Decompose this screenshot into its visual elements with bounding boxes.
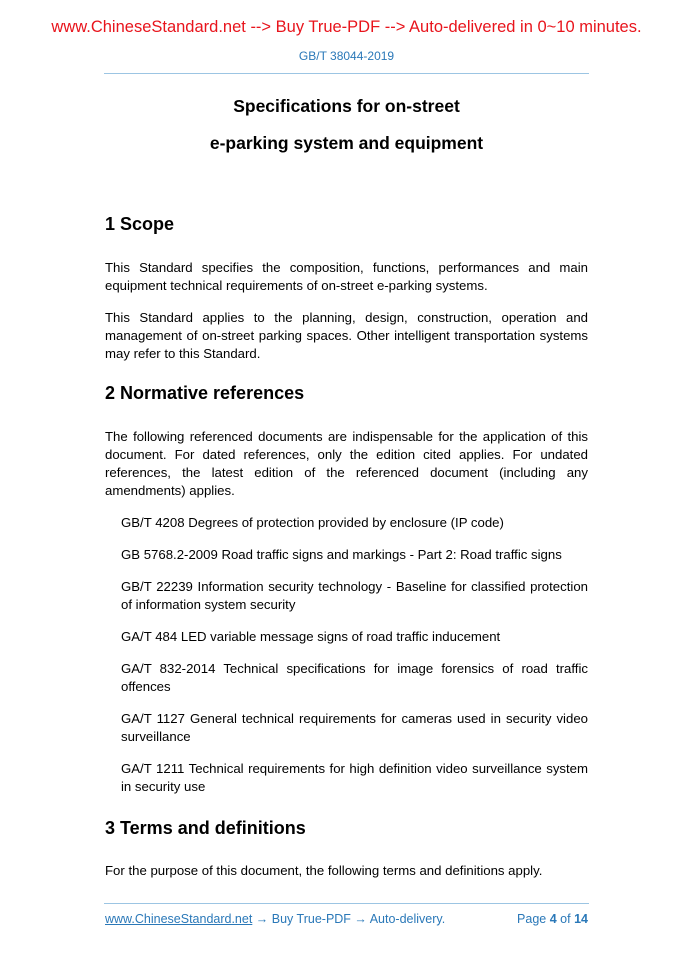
top-banner[interactable]: www.ChineseStandard.net --> Buy True-PDF --> Auto-delivered in 0~10 minutes.	[51, 18, 642, 36]
reference-item: GA/T 832-2014 Technical specifications for image forensics of road traffic offences	[121, 661, 588, 694]
normative-references-intro: The following referenced documents are indispensable for the application of this document. For dated references, only the edition cited applies. For undated references, the latest edition of the referenced document (including any amendments) applies.	[105, 429, 588, 498]
footer	[105, 912, 588, 926]
page-label: Page	[517, 912, 547, 926]
section-heading-normative-references: 2 Normative references	[105, 383, 305, 403]
document-title-line-1: Specifications for on-street	[233, 96, 460, 116]
terms-definitions-paragraph: For the purpose of this document, the following terms and definitions apply.	[105, 863, 543, 878]
footer-site-link[interactable]: www.ChineseStandard.net	[105, 912, 253, 926]
scope-paragraph-2: This Standard applies to the planning, design, construction, operation and management of on-street parking spaces. Other intelligent transportation systems may refer to this Standard.	[105, 310, 588, 361]
section-heading-scope: 1 Scope	[105, 214, 175, 234]
reference-item: GA/T 1127 General technical requirements for cameras used in security video surveillance	[121, 711, 588, 744]
footer-promo	[105, 912, 445, 926]
reference-item: GA/T 484 LED variable message signs of road traffic inducement	[121, 629, 501, 644]
standard-code: GB/T 38044-2019	[298, 49, 395, 63]
footer-promo-text: → Buy True-PDF → Auto-delivery.	[252, 912, 446, 926]
reference-item: GB/T 4208 Degrees of protection provided by enclosure (IP code)	[121, 515, 504, 530]
page-current: 4	[549, 912, 557, 926]
footer-divider	[104, 903, 589, 904]
page-indicator	[517, 912, 588, 926]
page-total: 14	[574, 912, 588, 926]
document-title-line-2: e-parking system and equipment	[209, 133, 484, 153]
reference-item: GB 5768.2-2009 Road traffic signs and markings - Part 2: Road traffic signs	[121, 547, 562, 562]
reference-item: GA/T 1211 Technical requirements for high definition video surveillance system in security use	[121, 761, 588, 794]
page-of: of	[560, 912, 571, 926]
section-heading-terms-definitions: 3 Terms and definitions	[105, 818, 306, 838]
header-divider	[104, 73, 589, 74]
scope-paragraph-1: This Standard specifies the composition, functions, performances and main equipment technical requirements of on-street e-parking systems.	[105, 260, 588, 293]
reference-item: GB/T 22239 Information security technology - Baseline for classified protection of information system security	[121, 579, 588, 612]
